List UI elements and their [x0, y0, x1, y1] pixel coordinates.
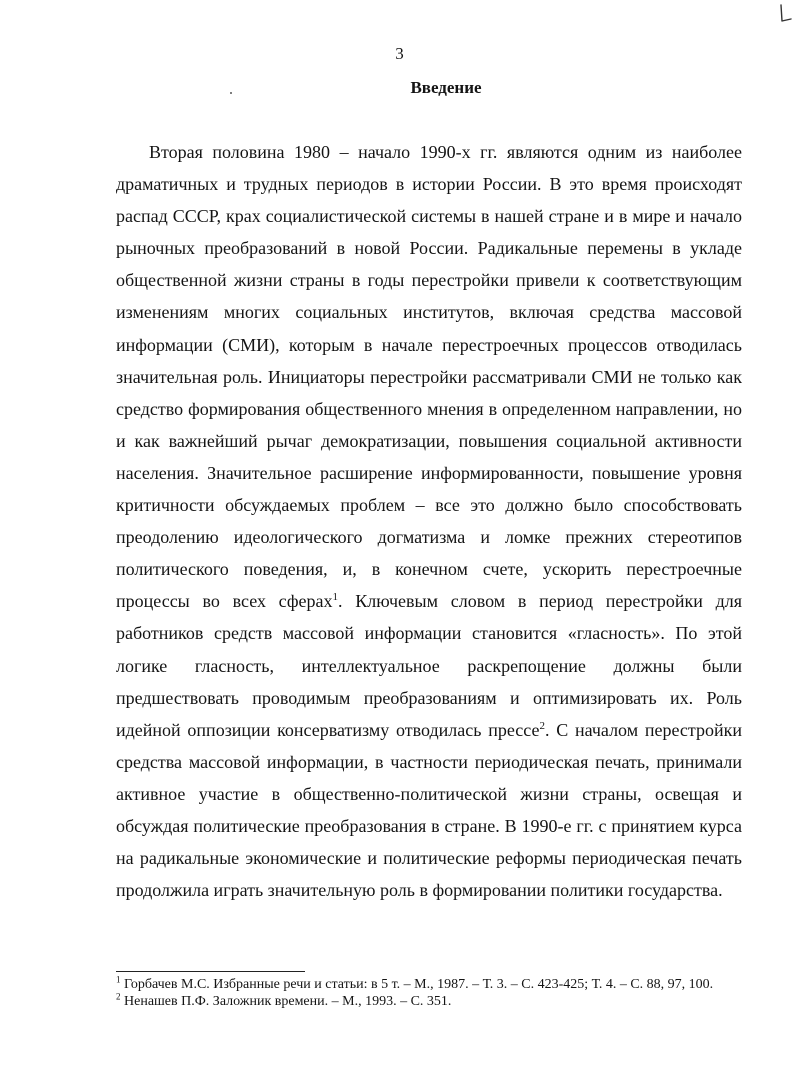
footnote-text: Горбачев М.С. Избранные речи и статьи: в 5 т. – М., 1987. – Т. 3. – С. 423-425; Т. 4. – С. 88, 97, 100.: [120, 977, 714, 992]
footnote-ref-2: 2: [539, 719, 545, 732]
footnote-2: [116, 993, 744, 1010]
footnote-divider: [116, 971, 305, 972]
footnote-1: [116, 976, 744, 993]
footnote-mark: 1: [116, 974, 121, 985]
section-heading: Введение: [410, 78, 482, 97]
body-text-part-3: . С началом перестройки средства массовой информации, в частности периодическая печать, принимали активное участие в общественно-политической жизни страны, освещая и обсуждая политические преобразования в стране. В 1990-е гг. с принятием курса на радикальные экономические и политические реформы периодическая печать продолжила играть значительную роль в формировании политики государства.: [116, 719, 742, 901]
handwritten-corner-mark: [778, 4, 792, 24]
footnote-mark: 2: [116, 991, 121, 1002]
body-paragraph: [116, 136, 742, 906]
footnote-text: Ненашев П.Ф. Заложник времени. – М., 1993. – С. 351.: [120, 994, 452, 1009]
body-text-part-2: . Ключевым словом в период перестройки для работников средств массовой информации становится «гласность». По этой логике гласность, интеллектуальное раскрепощение должны были предшествовать проводимым преобразованиям и оптимизировать их. Роль идейной оппозиции консерватизму отводилась прессе: [116, 591, 742, 740]
body-text-part-1: Вторая половина 1980 – начало 1990-х гг. являются одним из наиболее драматичных и трудных периодов в истории России. В это время происходят распад СССР, крах социалистической системы в нашей стране и в мире и начало рыночных преобразований в новой России. Радикальные перемены в укладе общественной жизни страны в годы перестройки привели к соответствующим изменениям многих социальных институтов, включая средства массовой информации (СМИ), которым в начале перестроечных процессов отводилась значительная роль. Инициаторы перестройки рассматривали СМИ не только как средство формирования общественного мнения в определенном направлении, но и как важнейший рычаг демократизации, повышения социальной активности населения. Значительное расширение информированности, повышение уровня критичности обсуждаемых проблем – все это должно было способствовать преодолению идеологического догматизма и ломке прежних стереотипов политического поведения, и, в конечном счете, ускорить перестроечные процессы во всех сферах: [116, 142, 742, 612]
footnotes: [116, 976, 744, 1010]
footnote-ref-1: 1: [332, 591, 339, 604]
page-number: 3: [395, 44, 404, 63]
